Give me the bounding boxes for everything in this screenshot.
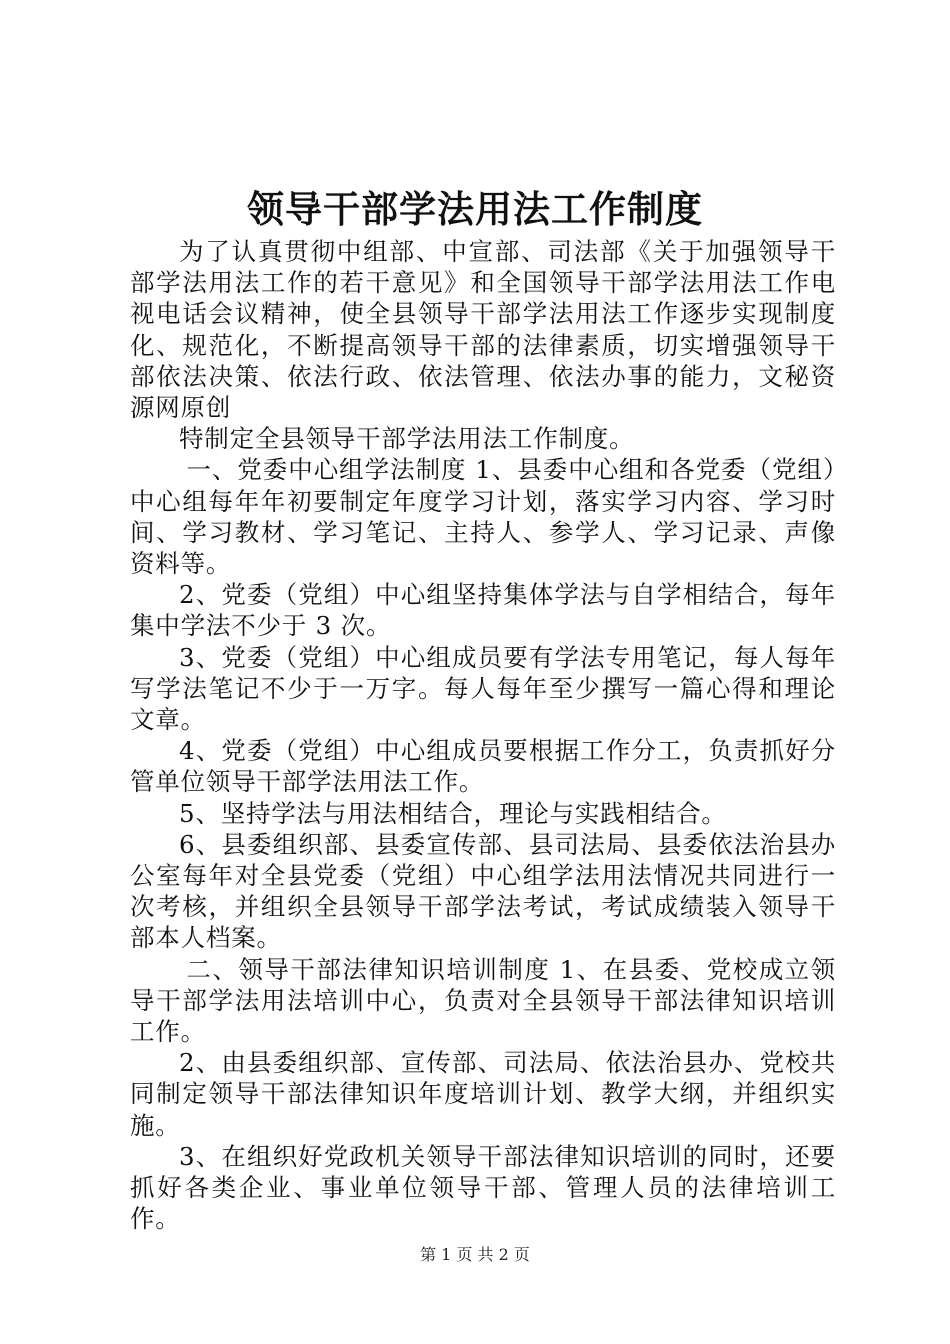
paragraph-section-two: 二、领导干部法律知识培训制度 1、在县委、党校成立领导干部学法用法培训中心，负责对全县领导干部法律知识培训工作。 — [130, 954, 836, 1047]
paragraph-section-one: 一、党委中心组学法制度 1、县委中心组和各党委（党组）中心组每年年初要制定年度学习计划，落实学习内容、学习时间、学习教材、学习笔记、主持人、参学人、学习记录、声像资料等。 — [130, 455, 836, 579]
document-body — [130, 236, 836, 1235]
page-footer — [0, 1244, 950, 1266]
document-title: 领导干部学法用法工作制度 — [247, 187, 703, 231]
paragraph-item: 5、坚持学法与用法相结合，理论与实践相结合。 — [179, 798, 727, 828]
paragraph-enactment: 特制定全县领导干部学法用法工作制度。 — [179, 424, 635, 454]
paragraph-item: 2、由县委组织部、宣传部、司法局、依法治县办、党校共同制定领导干部法律知识年度培训计划、教学大纲，并组织实施。 — [130, 1048, 836, 1140]
paragraph-item: 4、党委（党组）中心组成员要根据工作分工，负责抓好分管单位领导干部学法用法工作。 — [130, 736, 836, 797]
paragraph-item: 6、县委组织部、县委宣传部、县司法局、县委依法治县办公室每年对全县党委（党组）中心组学法用法情况共同进行一次考核，并组织全县领导干部学法考试，考试成绩装入领导干部本人档案。 — [130, 829, 836, 953]
paragraph-item: 2、党委（党组）中心组坚持集体学法与自学相结合，每年集中学法不少于 3 次。 — [130, 580, 836, 641]
paragraph-item: 3、在组织好党政机关领导干部法律知识培训的同时，还要抓好各类企业、事业单位领导干部、管理人员的法律培训工作。 — [130, 1141, 836, 1234]
paragraph-intro: 为了认真贯彻中组部、中宣部、司法部《关于加强领导干部学法用法工作的若干意见》和全国领导干部学法用法工作电视电话会议精神，使全县领导干部学法用法工作逐步实现制度化、规范化，不断提高领导干部的法律素质，切实增强领导干部依法决策、依法行政、依法管理、依法办事的能力，文秘资源网原创 — [130, 237, 836, 423]
page-indicator: 第 1 页 共 2 页 — [420, 1245, 530, 1264]
paragraph-item: 3、党委（党组）中心组成员要有学法专用笔记，每人每年写学法笔记不少于一万字。每人每年至少撰写一篇心得和理论文章。 — [130, 642, 836, 735]
